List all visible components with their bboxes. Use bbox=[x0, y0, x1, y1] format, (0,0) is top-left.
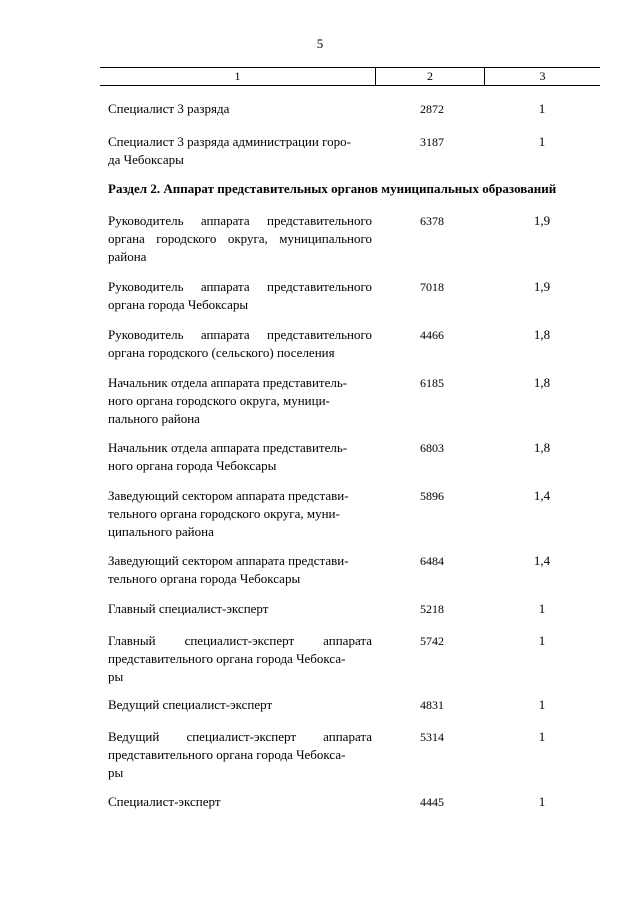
position-coefficient: 1 bbox=[538, 729, 546, 744]
position-coefficient: 1,9 bbox=[533, 279, 551, 294]
position-name: Ведущий специалист-эксперт аппарата представительного органа города Чебокса- ры bbox=[108, 729, 372, 780]
position-name: Начальник отдела аппарата представитель- ного органа городского округа, муници- пального района bbox=[108, 375, 348, 426]
position-code: 5218 bbox=[420, 602, 444, 616]
position-coefficient: 1,4 bbox=[533, 553, 551, 568]
page-number: 5 bbox=[316, 36, 324, 51]
position-code: 4831 bbox=[420, 698, 444, 712]
position-name: Ведущий специалист-эксперт bbox=[108, 697, 273, 712]
position-coefficient: 1 bbox=[538, 794, 546, 809]
column-header-2: 2 bbox=[376, 68, 485, 85]
position-coefficient: 1,8 bbox=[533, 440, 551, 455]
position-code: 3187 bbox=[420, 135, 444, 149]
position-code: 2872 bbox=[420, 102, 444, 116]
position-name: Начальник отдела аппарата представитель- ного органа города Чебоксары bbox=[108, 440, 348, 473]
position-coefficient: 1 bbox=[538, 697, 546, 712]
position-coefficient: 1 bbox=[538, 633, 546, 648]
position-name: Специалист 3 разряда администрации горо- да Чебоксары bbox=[108, 134, 351, 167]
section-title: Раздел 2. Аппарат представительных органов муниципальных образований bbox=[108, 181, 557, 196]
position-coefficient: 1 bbox=[538, 134, 546, 149]
position-code: 6803 bbox=[420, 441, 444, 455]
position-name: Заведующий сектором аппарата представи- тельного органа города Чебоксары bbox=[108, 553, 349, 586]
position-code: 6378 bbox=[420, 214, 444, 228]
position-coefficient: 1,8 bbox=[533, 375, 551, 390]
position-code: 7018 bbox=[420, 280, 444, 294]
position-name: Руководитель аппарата представительного органа городского (сельского) поселения bbox=[108, 327, 372, 360]
position-name: Руководитель аппарата представительного органа города Чебоксары bbox=[108, 279, 372, 312]
position-code: 4466 bbox=[420, 328, 444, 342]
position-coefficient: 1 bbox=[538, 101, 546, 116]
position-code: 6484 bbox=[420, 554, 444, 568]
position-name: Главный специалист-эксперт аппарата представительного органа города Чебокса- ры bbox=[108, 633, 372, 684]
position-coefficient: 1,4 bbox=[533, 488, 551, 503]
position-code: 5314 bbox=[420, 730, 444, 744]
position-code: 4445 bbox=[420, 795, 444, 809]
position-code: 6185 bbox=[420, 376, 444, 390]
position-coefficient: 1,8 bbox=[533, 327, 551, 342]
position-name: Заведующий сектором аппарата представи- тельного органа городского округа, муни- ципального района bbox=[108, 488, 349, 539]
position-name: Руководитель аппарата представительного органа городского округа, муниципального района bbox=[108, 213, 372, 264]
position-code: 5896 bbox=[420, 489, 444, 503]
position-name: Специалист-эксперт bbox=[108, 794, 221, 809]
position-name: Главный специалист-эксперт bbox=[108, 601, 269, 616]
column-header-1: 1 bbox=[100, 68, 376, 85]
table-column-header bbox=[100, 67, 600, 86]
position-coefficient: 1 bbox=[538, 601, 546, 616]
position-name: Специалист 3 разряда bbox=[108, 101, 230, 116]
column-header-3: 3 bbox=[539, 69, 546, 83]
position-coefficient: 1,9 bbox=[533, 213, 551, 228]
position-code: 5742 bbox=[420, 634, 444, 648]
